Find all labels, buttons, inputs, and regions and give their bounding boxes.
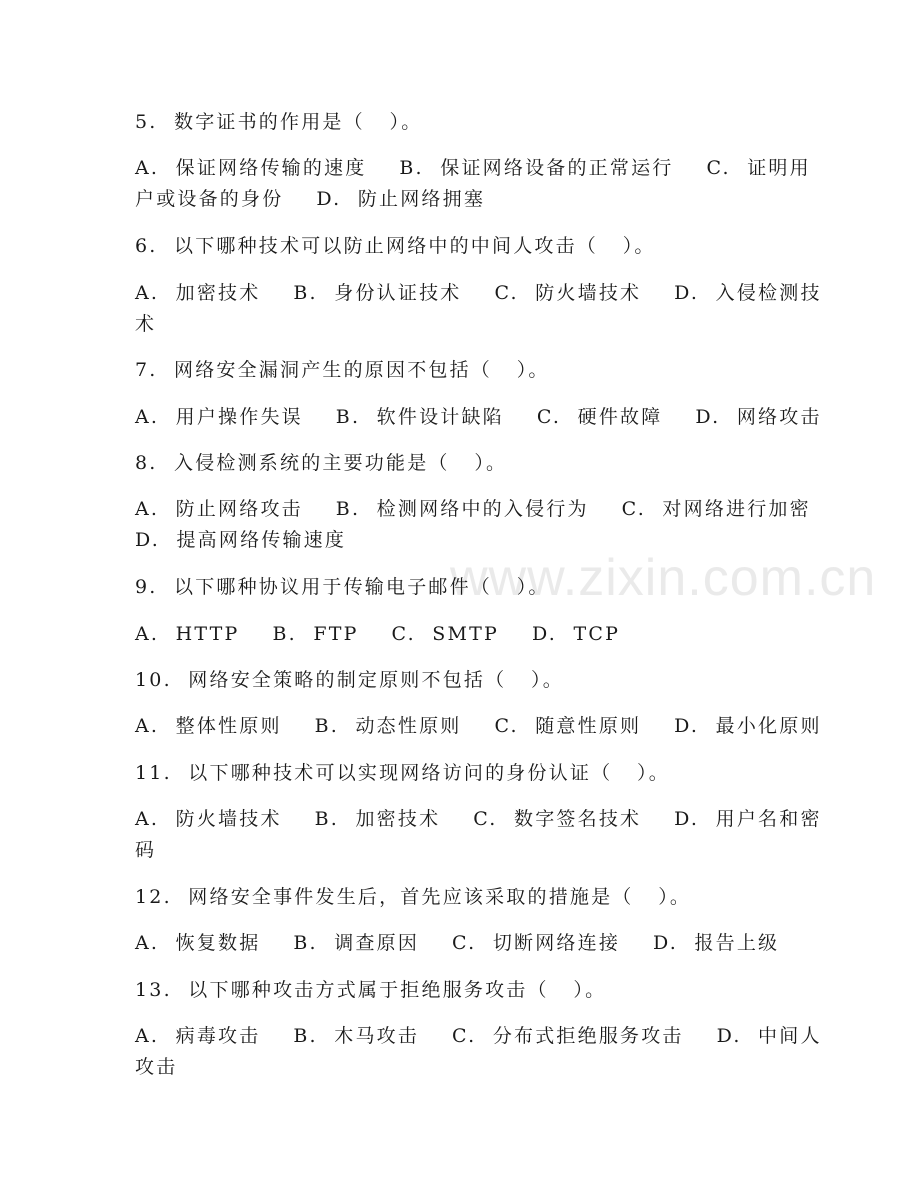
question-stem: 6. 以下哪种技术可以防止网络中的中间人攻击（ ）。: [135, 235, 656, 257]
answer-options: [135, 619, 785, 650]
answer-line: A. 用户操作失误 B. 软件设计缺陷 C. 硬件故障 D. 网络攻击: [135, 406, 822, 428]
answer-line: 码: [135, 839, 157, 861]
question-stem: 11. 以下哪种技术可以实现网络访问的身份认证（ ）。: [135, 762, 670, 784]
watermark-text: www.zixin.com.cn: [450, 549, 877, 607]
answer-line: A. 恢复数据 B. 调查原因 C. 切断网络连接 D. 报告上级: [135, 932, 780, 954]
answer-line: A. 防火墙技术 B. 加密技术 C. 数字签名技术 D. 用户名和密: [135, 808, 822, 830]
answer-line: A. 病毒攻击 B. 木马攻击 C. 分布式拒绝服务攻击 D. 中间人: [135, 1025, 822, 1047]
answer-line: A. 整体性原则 B. 动态性原则 C. 随意性原则 D. 最小化原则: [135, 715, 822, 737]
answer-options: [135, 402, 822, 433]
answer-line: D. 提高网络传输速度: [135, 529, 347, 551]
question-stem: 12. 网络安全事件发生后，首先应该采取的措施是（ ）。: [135, 886, 692, 908]
question-stem: 7. 网络安全漏洞产生的原因不包括（ ）。: [135, 359, 550, 381]
answer-options: [135, 928, 785, 959]
question-stem: 9. 以下哪种协议用于传输电子邮件（ ）。: [135, 576, 550, 598]
answer-options: [135, 804, 822, 866]
answer-options: [135, 153, 811, 215]
answer-line: 术: [135, 313, 157, 335]
answer-options: [135, 711, 822, 742]
answer-line: A. 加密技术 B. 身份认证技术 C. 防火墙技术 D. 入侵检测技: [135, 282, 822, 304]
question-stem: 5. 数字证书的作用是（ ）。: [135, 111, 423, 133]
question-stem: 10. 网络安全策略的制定原则不包括（ ）。: [135, 669, 564, 691]
question-stem: 13. 以下哪种攻击方式属于拒绝服务攻击（ ）。: [135, 979, 607, 1001]
answer-line: A. 防止网络攻击 B. 检测网络中的入侵行为 C. 对网络进行加密: [135, 498, 811, 520]
answer-options: [135, 1021, 822, 1083]
answer-line: A. HTTP B. FTP C. SMTP D. TCP: [135, 623, 621, 645]
answer-line: 攻击: [135, 1056, 178, 1078]
answer-line: 户或设备的身份 D. 防止网络拥塞: [135, 188, 486, 210]
answer-line: A. 保证网络传输的速度 B. 保证网络设备的正常运行 C. 证明用: [135, 157, 811, 179]
answer-options: [135, 278, 822, 340]
answer-options: [135, 494, 811, 556]
question-stem: 8. 入侵检测系统的主要功能是（ ）。: [135, 452, 508, 474]
